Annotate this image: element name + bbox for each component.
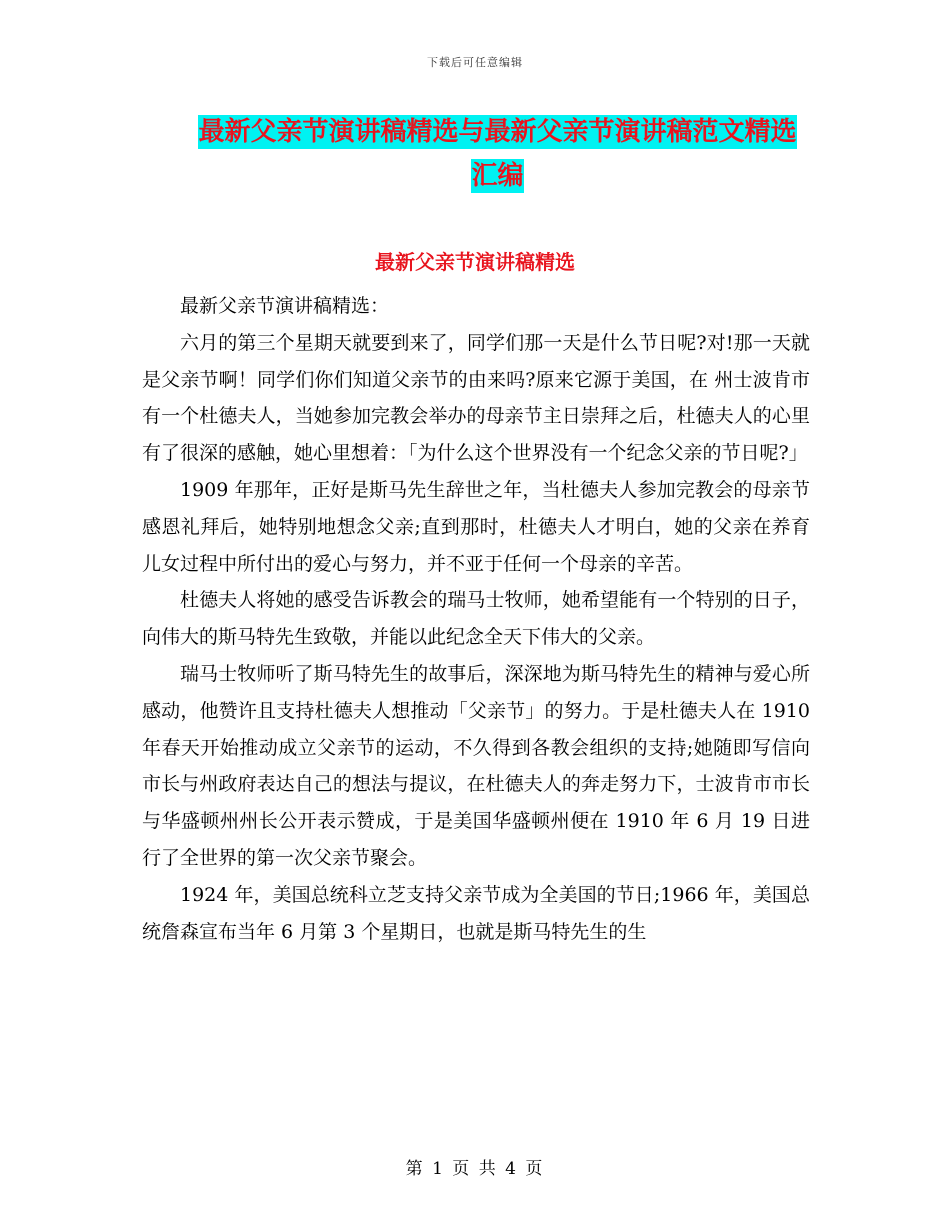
paragraph: 瑞马士牧师听了斯马特先生的故事后，深深地为斯马特先生的精神与爱心所感动，他赞许且支持杜德夫人想推动「父亲节」的努力。于是杜德夫人在 1910 年春天开始推动成立父亲节的运动，不久得到各教会组织的支持;她随即写信向市长与州政府表达自己的想法与提议，在杜德夫人的奔走努力下，士波肯市市长与华盛顿州州长公开表示赞成，于是美国华盛顿州便在 1910 年 6 月 19 日进行了全世界的第一次父亲节聚会。 — [142, 662, 810, 869]
paragraph: 1924 年，美国总统科立芝支持父亲节成为全美国的节日;1966 年，美国总统詹森宣布当年 6 月第 3 个星期日，也就是斯马特先生的生 — [142, 883, 810, 943]
paragraph: 1909 年那年，正好是斯马先生辞世之年，当杜德夫人参加完教会的母亲节感恩礼拜后，她特别地想念父亲;直到那时，杜德夫人才明白，她的父亲在养育儿女过程中所付出的爱心与努力，并不亚于任何一个母亲的辛苦。 — [142, 478, 810, 575]
header-note: 下载后可任意编辑 — [427, 56, 523, 69]
document-title-text: 最新父亲节演讲稿精选与最新父亲节演讲稿范文精选汇编 — [198, 117, 797, 191]
document-title — [190, 110, 805, 198]
paragraph: 六月的第三个星期天就要到来了，同学们那一天是什么节日呢?对!那一天就是父亲节啊！同学们你们知道父亲节的由来吗?原来它源于美国，在 州士波肯市有一个杜德夫人，当她参加完教会举办的母亲节主日崇拜之后，杜德夫人的心里有了很深的感触，她心里想着：「为什么这个世界没有一个纪念父亲的节日呢?」 — [142, 331, 810, 465]
body-text — [142, 288, 810, 950]
paragraph: 杜德夫人将她的感受告诉教会的瑞马士牧师，她希望能有一个特别的日子，向伟大的斯马特先生致敬，并能以此纪念全天下伟大的父亲。 — [142, 589, 810, 649]
paragraph: 最新父亲节演讲稿精选： — [180, 295, 390, 317]
page-number-footer: 第 1 页 共 4 页 — [405, 1159, 545, 1179]
section-heading: 最新父亲节演讲稿精选 — [375, 250, 575, 274]
